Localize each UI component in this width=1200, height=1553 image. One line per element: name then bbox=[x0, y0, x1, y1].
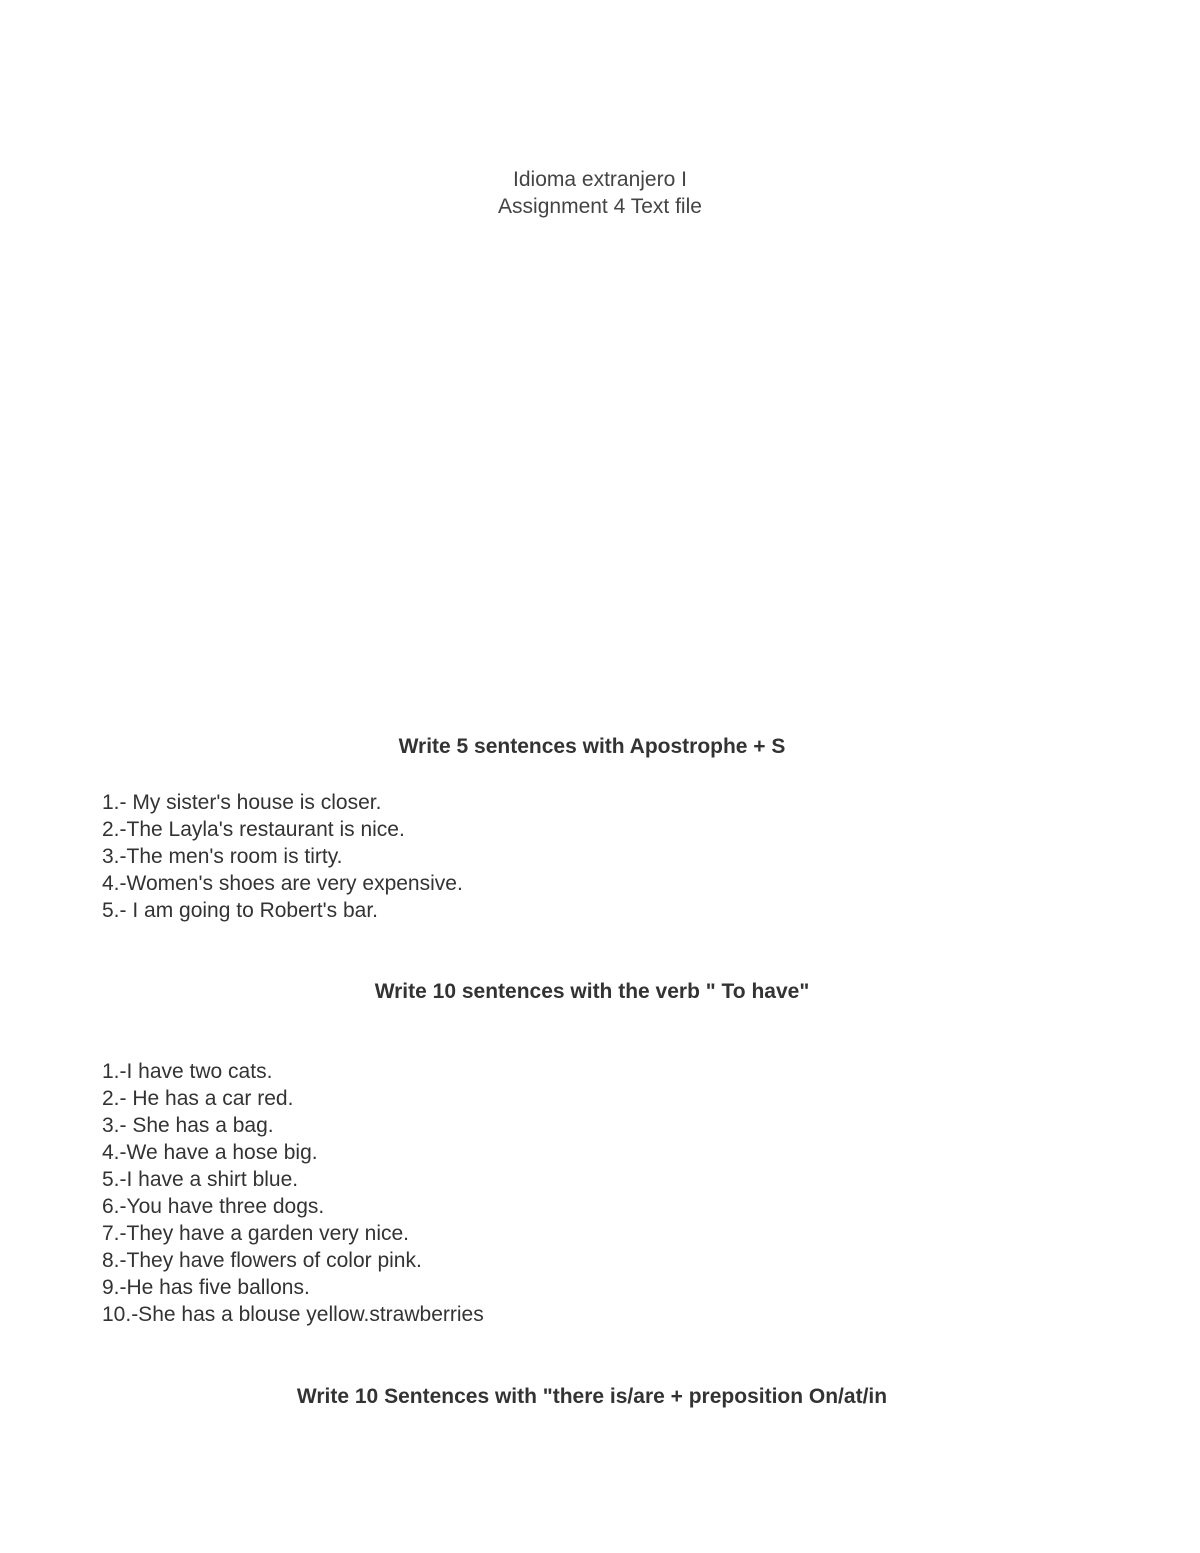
list-item: 5.- I am going to Robert's bar. bbox=[102, 899, 378, 922]
apostrophe-sentence-list bbox=[102, 789, 463, 924]
list-item: 3.- She has a bag. bbox=[102, 1114, 274, 1137]
list-item: 1.-I have two cats. bbox=[102, 1060, 273, 1083]
list-item: 6.-You have three dogs. bbox=[102, 1195, 325, 1218]
list-item: 8.-They have flowers of color pink. bbox=[102, 1249, 422, 1272]
list-item: 9.-He has five ballons. bbox=[102, 1276, 310, 1299]
list-item: 3.-The men's room is tirty. bbox=[102, 845, 343, 868]
list-item: 2.-The Layla's restaurant is nice. bbox=[102, 818, 405, 841]
list-item: 10.-She has a blouse yellow.strawberries bbox=[102, 1303, 484, 1326]
assignment-title: Assignment 4 Text file bbox=[498, 195, 702, 218]
list-item: 4.-Women's shoes are very expensive. bbox=[102, 872, 463, 895]
list-item: 2.- He has a car red. bbox=[102, 1087, 294, 1110]
course-title: Idioma extranjero I bbox=[513, 168, 687, 191]
list-item: 4.-We have a hose big. bbox=[102, 1141, 318, 1164]
list-item: 7.-They have a garden very nice. bbox=[102, 1222, 410, 1245]
section-heading-apostrophe: Write 5 sentences with Apostrophe + S bbox=[398, 735, 786, 758]
section-heading-to-have: Write 10 sentences with the verb " To have" bbox=[374, 980, 810, 1003]
list-item: 1.- My sister's house is closer. bbox=[102, 791, 382, 814]
section-heading-there-is-are: Write 10 Sentences with "there is/are + preposition On/at/in bbox=[296, 1385, 888, 1408]
to-have-sentence-list bbox=[102, 1058, 484, 1328]
list-item: 5.-I have a shirt blue. bbox=[102, 1168, 299, 1191]
title-block bbox=[0, 166, 1200, 220]
